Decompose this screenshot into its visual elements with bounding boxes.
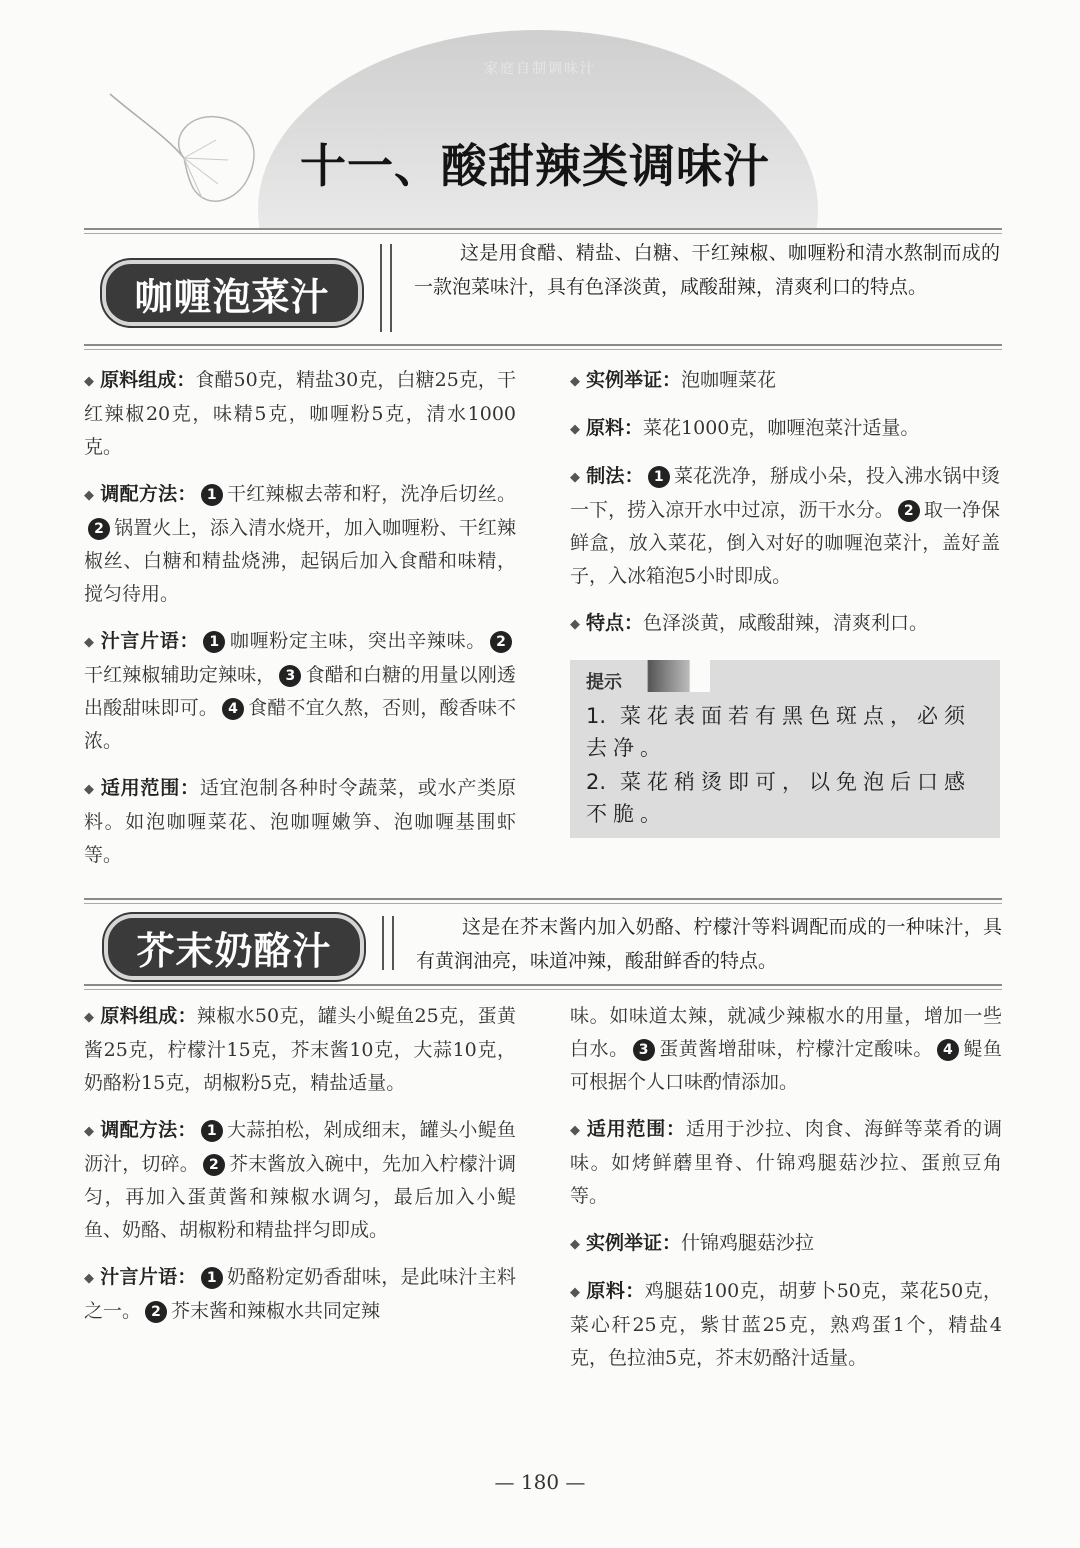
step-number-icon: 2	[88, 518, 110, 540]
divider	[84, 898, 1002, 900]
divider	[84, 984, 1002, 986]
page-number: — 180 —	[494, 1470, 586, 1494]
diamond-bullet-icon: ◆	[84, 488, 94, 503]
step-number-icon: 1	[201, 484, 223, 506]
tips-continued-paragraph: 味。如味道太辣，就减少辣椒水的用量，增加一些白水。 3 蛋黄酱增甜味，柠檬汁定酸味。 4 鳀鱼可根据个人口味酌情添加。	[570, 1005, 1002, 1093]
divider	[84, 344, 1002, 346]
features-paragraph: ◆ 特点：色泽淡黄，咸酸甜辣，清爽利口。	[570, 607, 1000, 641]
method-paragraph: ◆ 调配方法： 1 大蒜拍松，剁成细末，罐头小鳀鱼沥汁，切碎。 2 芥末酱放入碗中，先加入柠檬汁调匀，再加入蛋黄酱和辣椒水调匀，最后加入小鳀鱼、奶酪、胡椒粉和精盐拌匀即成。	[84, 1114, 516, 1247]
diamond-bullet-icon: ◆	[570, 617, 580, 632]
tips-paragraph: ◆ 汁言片语： 1 奶酪粉定奶香甜味，是此味汁主料之一。 2 芥末酱和辣椒水共同定辣	[84, 1261, 516, 1328]
page-title: 十一、酸甜辣类调味汁	[300, 139, 770, 193]
left-column	[84, 1000, 516, 1342]
header-arch-label: 家庭自制调味汁	[484, 61, 596, 77]
diamond-bullet-icon: ◆	[570, 1285, 580, 1300]
step-number-icon: 1	[201, 1120, 223, 1142]
tip-title: 提示	[586, 672, 622, 693]
diamond-bullet-icon: ◆	[84, 1271, 94, 1286]
ginkgo-leaf-icon	[98, 88, 268, 218]
diamond-bullet-icon: ◆	[84, 782, 94, 797]
step-number-icon: 2	[898, 500, 920, 522]
divider	[84, 349, 1002, 350]
section-intro: 这是在芥末酱内加入奶酪、柠檬汁等料调配而成的一种味汁，具有黄润油亮，味道冲辣，酸甜鲜香的特点。	[416, 916, 1002, 972]
section-intro: 这是用食醋、精盐、白糖、干红辣椒、咖喱粉和清水熬制而成的一款泡菜味汁，具有色泽淡黄，咸酸甜辣，清爽利口的特点。	[414, 242, 1000, 298]
step-number-icon: 1	[203, 631, 225, 653]
vertical-divider	[382, 916, 394, 970]
diamond-bullet-icon: ◆	[84, 1010, 94, 1025]
divider	[84, 989, 1002, 990]
divider	[84, 903, 1002, 904]
tip-box	[570, 660, 1000, 838]
step-number-icon: 1	[648, 466, 670, 488]
step-number-icon: 2	[490, 631, 512, 653]
step-number-icon: 4	[937, 1039, 959, 1061]
example-paragraph: ◆ 实例举证：什锦鸡腿菇沙拉	[570, 1227, 1002, 1261]
materials-paragraph: ◆ 原料：菜花1000克，咖喱泡菜汁适量。	[570, 412, 1000, 446]
example-paragraph: ◆ 实例举证：泡咖喱菜花	[570, 364, 1000, 398]
right-column	[570, 364, 1000, 655]
diamond-bullet-icon: ◆	[570, 374, 580, 389]
usage-paragraph: ◆ 适用范围：适用于沙拉、肉食、海鲜等菜肴的调味。如烤鲜蘑里脊、什锦鸡腿菇沙拉、蛋煎豆角等。	[570, 1113, 1002, 1213]
materials-paragraph: ◆ 原料：鸡腿菇100克，胡萝卜50克，菜花50克，菜心秆25克，紫甘蓝25克，熟鸡蛋1个，精盐4克，色拉油5克，芥末奶酪汁适量。	[570, 1275, 1002, 1375]
step-number-icon: 4	[222, 698, 244, 720]
section-title-badge: 咖喱泡菜汁	[102, 260, 362, 326]
ingredients-paragraph: ◆ 原料组成：食醋50克，精盐30克，白糖25克，干红辣椒20克，味精5克，咖喱粉5克，清水1000克。	[84, 364, 516, 464]
divider	[84, 233, 1002, 234]
diamond-bullet-icon: ◆	[570, 1237, 580, 1252]
diamond-bullet-icon: ◆	[84, 374, 94, 389]
step-number-icon: 3	[279, 665, 301, 687]
right-column	[570, 1000, 1002, 1389]
method-paragraph: ◆ 调配方法： 1 干红辣椒去蒂和籽，洗净后切丝。2 锅置火上，添入清水烧开，加入咖喱粉、干红辣椒丝、白糖和精盐烧沸，起锅后加入食醋和味精，搅匀待用。	[84, 478, 516, 611]
tip-item: 2. 菜花稍烫即可，以免泡后口感不脆。	[586, 770, 971, 826]
step-number-icon: 3	[633, 1039, 655, 1061]
step-number-icon: 2	[203, 1154, 225, 1176]
diamond-bullet-icon: ◆	[84, 635, 94, 650]
left-column	[84, 364, 516, 886]
tips-paragraph: ◆ 汁言片语： 1 咖喱粉定主味，突出辛辣味。 2干红辣椒辅助定辣味， 3 食醋和白糖的用量以刚透出酸甜味即可。 4 食醋不宜久熬，否则，酸香味不浓。	[84, 625, 516, 758]
step-number-icon: 2	[145, 1301, 167, 1323]
ingredients-paragraph: ◆ 原料组成：辣椒水50克，罐头小鳀鱼25克，蛋黄酱25克，柠檬汁15克，芥末酱10克，大蒜10克，奶酪粉15克，胡椒粉5克，精盐适量。	[84, 1000, 516, 1100]
header-arch	[258, 30, 818, 390]
procedure-paragraph: ◆ 制法： 1 菜花洗净，掰成小朵，投入沸水锅中烫一下，捞入凉开水中过凉，沥干水分。 2 取一净保鲜盒，放入菜花，倒入对好的咖喱泡菜汁，盖好盖子，入冰箱泡5小时即成。	[570, 460, 1000, 593]
tip-item: 1. 菜花表面若有黑色斑点，必须去净。	[586, 704, 971, 760]
vertical-divider	[380, 244, 392, 332]
diamond-bullet-icon: ◆	[570, 1123, 580, 1138]
diamond-bullet-icon: ◆	[84, 1124, 94, 1139]
divider	[84, 228, 1002, 230]
section-title-badge: 芥末奶酪汁	[104, 914, 364, 980]
diamond-bullet-icon: ◆	[570, 470, 580, 485]
step-number-icon: 1	[201, 1267, 223, 1289]
diamond-bullet-icon: ◆	[570, 422, 580, 437]
usage-paragraph: ◆ 适用范围：适宜泡制各种时令蔬菜，或水产类原料。如泡咖喱菜花、泡咖喱嫩笋、泡咖喱基围虾等。	[84, 772, 516, 872]
